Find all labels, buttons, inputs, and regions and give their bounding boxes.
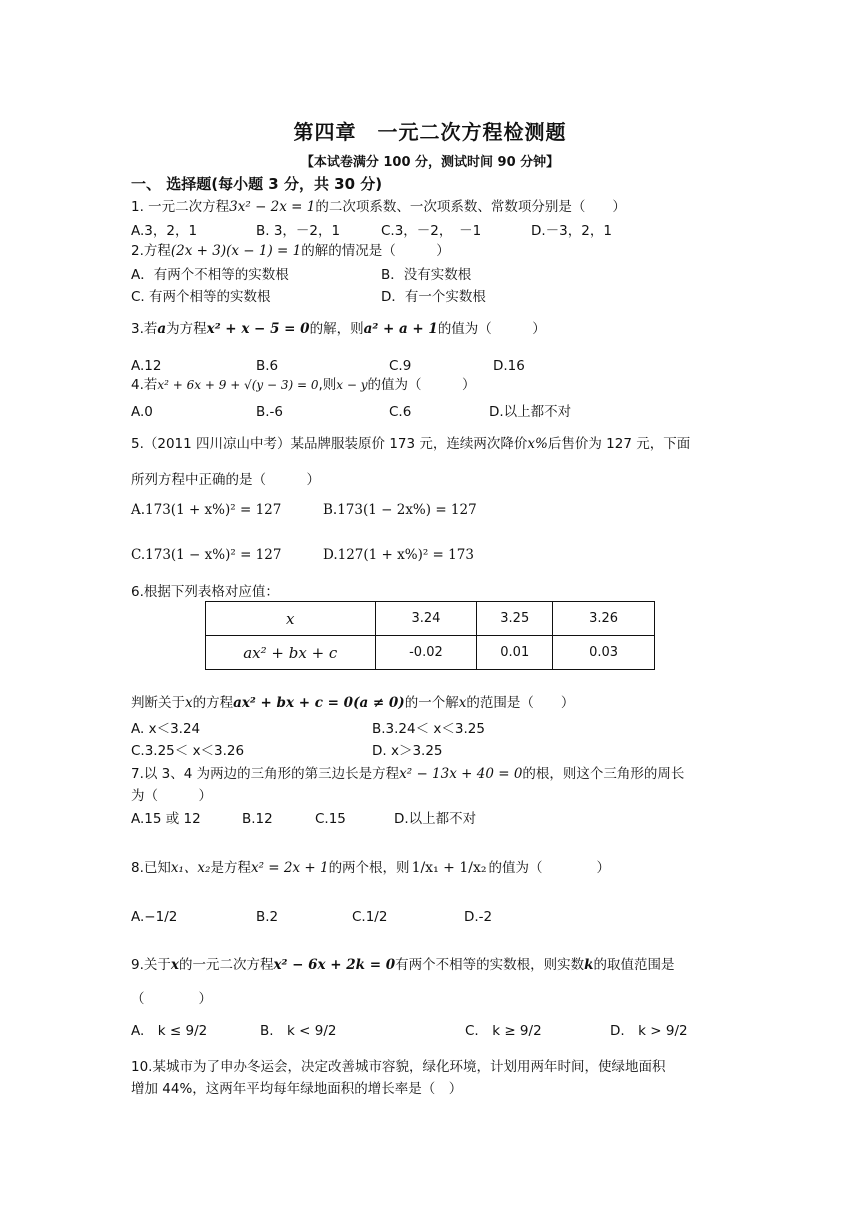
table-cell: 3.26	[553, 602, 655, 636]
q5-stem-b: 后售价为 127 元，下面	[547, 436, 691, 452]
q8-option-c: C.1/2	[352, 909, 388, 925]
question-8	[131, 848, 610, 888]
question-5-line-2: 所列方程中正确的是（ ）	[131, 472, 320, 488]
question-6-judge	[131, 694, 574, 712]
question-7-line-1	[131, 765, 684, 783]
q8-option-a: A.−1/2	[131, 909, 178, 925]
q3-stem-b: 为方程	[166, 321, 207, 337]
q7-stem-b: 的根，则这个三角形的周长	[522, 766, 685, 782]
q9-option-d: D. k > 9/2	[610, 1023, 688, 1039]
q2-stem-a: 2.方程	[131, 243, 171, 259]
q3-option-b: B.6	[256, 358, 279, 374]
table-row	[206, 636, 655, 670]
q2-option-d: D．有一个实数根	[381, 289, 486, 305]
q8-roots: x₁、x₂	[170, 860, 211, 876]
q7-equation: x² − 13x + 40 = 0	[399, 766, 523, 782]
q4-expression: x − y	[336, 378, 368, 392]
q4-option-a: A.0	[131, 404, 153, 420]
q3-option-d: D.16	[493, 358, 525, 374]
q4-option-c: C.6	[389, 404, 412, 420]
section-heading: 一、 选择题(每小题 3 分，共 30 分)	[131, 175, 383, 193]
q6-option-d: D. x＞3.25	[372, 743, 443, 759]
q1-option-c: C.3，－2， －1	[381, 223, 482, 239]
q9-stem-d: 的取值范围是	[593, 957, 675, 973]
q3-stem-d: 的值为（ ）	[437, 321, 546, 337]
q1-option-a: A.3，2，1	[131, 223, 198, 239]
question-9-line-1	[131, 956, 675, 974]
q6-judge-a: 判断关于	[131, 695, 185, 711]
table-cell: 0.01	[477, 636, 553, 670]
q6-judge-c: 的一个解	[404, 695, 459, 711]
q9-stem-b: 的一元二次方程	[178, 957, 274, 973]
q2-option-c: C. 有两个相等的实数根	[131, 289, 271, 305]
q3-stem-a: 3.若	[131, 321, 158, 337]
page-title: 第四章 一元二次方程检测题	[293, 120, 567, 144]
q1-option-d: D.－3，2，1	[531, 223, 612, 239]
question-1	[131, 198, 626, 216]
q6-judge-b: 的方程	[192, 695, 234, 711]
q4-option-b: B.-6	[256, 404, 284, 420]
q5-option-b: B.173(1 − 2x%) = 127	[323, 502, 477, 518]
question-7-line-2: 为（ ）	[131, 788, 212, 804]
q4-stem-b: ,则	[318, 377, 337, 393]
question-9-line-2: （ ）	[131, 991, 212, 1007]
table-row	[206, 602, 655, 636]
q8-stem-c: 的两个根，则	[328, 860, 410, 876]
q6-equation: ax² + bx + c = 0(a ≠ 0)	[233, 695, 405, 711]
question-10-line-2: 增加 44%，这两年平均每年绿地面积的增长率是（ ）	[131, 1081, 463, 1097]
q3-var-a: a	[157, 321, 167, 337]
q9-option-a: A. k ≤ 9/2	[131, 1023, 208, 1039]
q3-option-a: A.12	[131, 358, 162, 374]
q1-equation: 3x² − 2x = 1	[229, 199, 316, 215]
q2-stem-b: 的解的情况是（ ）	[301, 243, 450, 259]
question-4	[131, 376, 476, 394]
q8-stem-d: 的值为（ ）	[488, 860, 610, 876]
question-3	[131, 320, 546, 338]
question-6: 6.根据下列表格对应值：	[131, 584, 279, 600]
q9-option-c: C. k ≥ 9/2	[465, 1023, 542, 1039]
q5-stem-a: 5.（2011 四川凉山中考）某品牌服装原价 173 元，连续两次降价	[131, 436, 528, 452]
q2-option-a: A．有两个不相等的实数根	[131, 267, 289, 283]
question-2	[131, 242, 450, 260]
q4-stem-c: 的值为（ ）	[367, 377, 476, 393]
question-5-line-1	[131, 435, 690, 453]
q4-equation: x² + 6x + 9 + √(y − 3) = 0	[157, 378, 319, 392]
q3-stem-c: 的解，则	[309, 321, 364, 337]
q6-option-a: A. x＜3.24	[131, 721, 201, 737]
q3-equation: x² + x − 5 = 0	[206, 321, 310, 337]
q5-option-c: C.173(1 − x%)² = 127	[131, 547, 282, 563]
q9-var-x: x	[170, 957, 179, 973]
q6-var-x: x	[185, 695, 193, 711]
q9-stem-c: 有两个不相等的实数根，则实数	[395, 957, 585, 973]
table-header-cell: ax² + bx + c	[206, 636, 376, 670]
q6-option-b: B.3.24＜ x＜3.25	[372, 721, 485, 737]
table-cell: -0.02	[375, 636, 477, 670]
q8-stem-b: 是方程	[210, 860, 251, 876]
q2-equation: (2x + 3)(x − 1) = 1	[170, 243, 302, 259]
q9-option-b: B. k < 9/2	[260, 1023, 337, 1039]
value-table	[205, 601, 655, 670]
table-cell: 0.03	[553, 636, 655, 670]
q7-option-a: A.15 或 12	[131, 811, 201, 827]
q5-variable: x%	[527, 436, 548, 452]
q8-option-b: B.2	[256, 909, 279, 925]
q6-option-c: C.3.25＜ x＜3.26	[131, 743, 245, 759]
q8-option-d: D.-2	[464, 909, 493, 925]
q6-judge-d: 的范围是（ ）	[466, 695, 575, 711]
q4-stem-a: 4.若	[131, 377, 158, 393]
table-header-cell: x	[206, 602, 376, 636]
q1-stem-b: 的二次项系数、一次项系数、常数项分别是（ ）	[315, 199, 626, 215]
q9-stem-a: 9.关于	[131, 957, 171, 973]
q7-option-d: D.以上都不对	[394, 811, 477, 827]
q8-stem-a: 8.已知	[131, 860, 171, 876]
q3-option-c: C.9	[389, 358, 412, 374]
q1-stem-a: 1. 一元二次方程	[131, 199, 230, 215]
q8-expression: 1/x₁ + 1/x₂	[411, 860, 487, 876]
question-10-line-1: 10.某城市为了申办冬运会，决定改善城市容貌，绿化环境，计划用两年时间，使绿地面积	[131, 1059, 666, 1075]
q7-stem-a: 7.以 3、4 为两边的三角形的第三边长是方程	[131, 766, 400, 782]
exam-info: 【本试卷满分 100 分，测试时间 90 分钟】	[300, 155, 560, 170]
q9-var-k: k	[584, 957, 594, 973]
q1-option-b: B. 3，－2，1	[256, 223, 341, 239]
q3-expression: a² + a + 1	[363, 321, 438, 337]
q5-option-a: A.173(1 + x%)² = 127	[131, 502, 282, 518]
q7-option-c: C.15	[315, 811, 346, 827]
table-cell: 3.25	[477, 602, 553, 636]
q7-option-b: B.12	[242, 811, 273, 827]
q2-option-b: B．没有实数根	[381, 267, 472, 283]
q6-var-x-2: x	[458, 695, 467, 711]
q8-equation: x² = 2x + 1	[250, 860, 329, 876]
q9-equation: x² − 6x + 2k = 0	[273, 957, 396, 973]
q5-option-d: D.127(1 + x%)² = 173	[323, 547, 474, 563]
q4-option-d: D.以上都不对	[489, 404, 572, 420]
table-cell: 3.24	[375, 602, 477, 636]
